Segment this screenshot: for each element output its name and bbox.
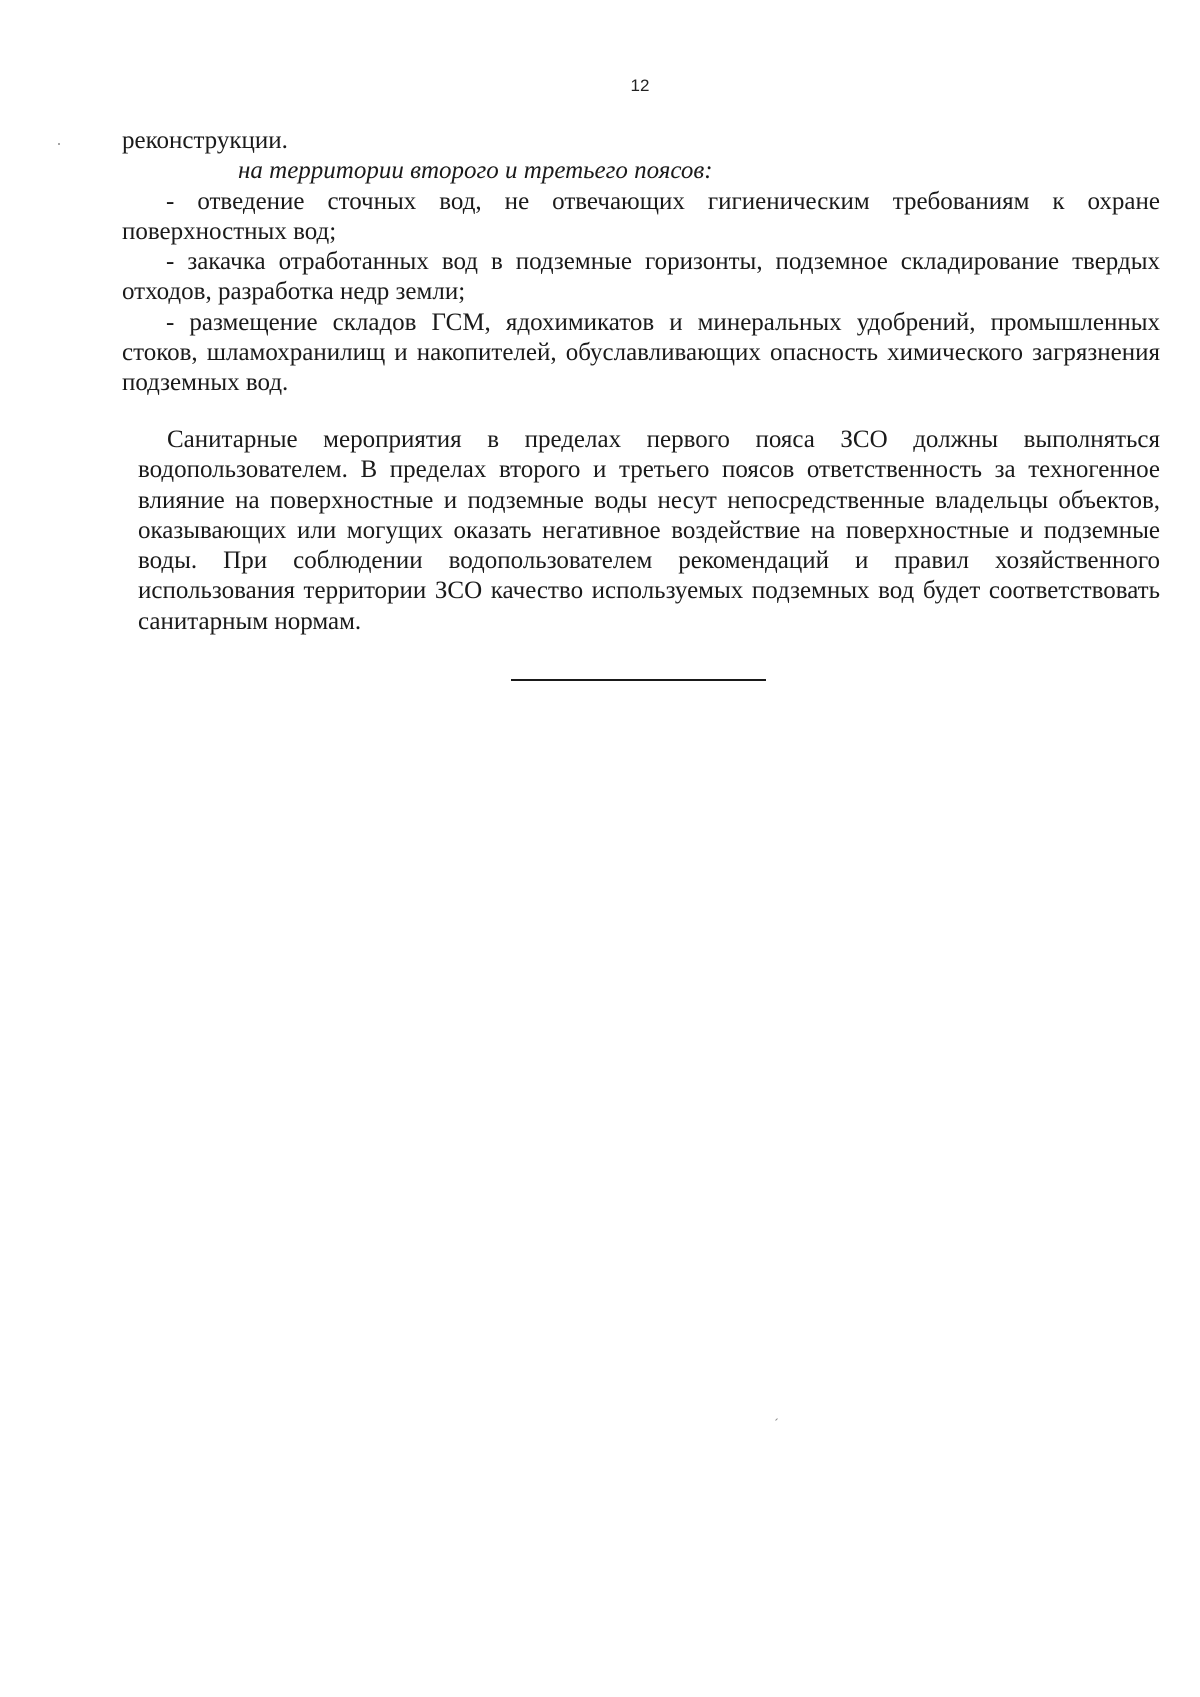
page-number: 12 — [630, 76, 650, 95]
text-block-sanitary — [138, 425, 1160, 637]
paragraph-continuation: реконструкции. — [122, 127, 288, 154]
text-block-main — [122, 126, 1160, 399]
list-item-injection: - закачка отработанных вод в подземные горизонты, подземное складирование твердых отходов, разработка недр земли; — [122, 248, 1160, 306]
scan-speck — [775, 1418, 778, 1421]
paragraph-sanitary-measures: Санитарные мероприятия в пределах первого пояса ЗСО должны выполняться водопользователем. В пределах второго и третьего поясов ответственность за техногенное влияние на поверхностные и подземные воды несут непосредственные владельцы объектов, оказывающих или могущих оказать негативное воздействие на поверхностные и подземные воды. При соблюдении водопользователем рекомендаций и правил хозяйственного использования территории ЗСО качество используемых подземных вод будет соответствовать санитарным нормам. — [138, 426, 1160, 635]
section-subheading: на территории второго и третьего поясов: — [238, 157, 713, 185]
scan-speck — [58, 143, 60, 145]
list-item-wastewater: - отведение сточных вод, не отвечающих гигиеническим требованиям к охране поверхностных вод; — [122, 187, 1160, 245]
end-rule-divider — [511, 679, 766, 681]
list-item-storage: - размещение складов ГСМ, ядохимикатов и минеральных удобрений, промышленных стоков, шламохранилищ и накопителей, обуславливающих опасность химического загрязнения подземных вод. — [122, 308, 1160, 397]
